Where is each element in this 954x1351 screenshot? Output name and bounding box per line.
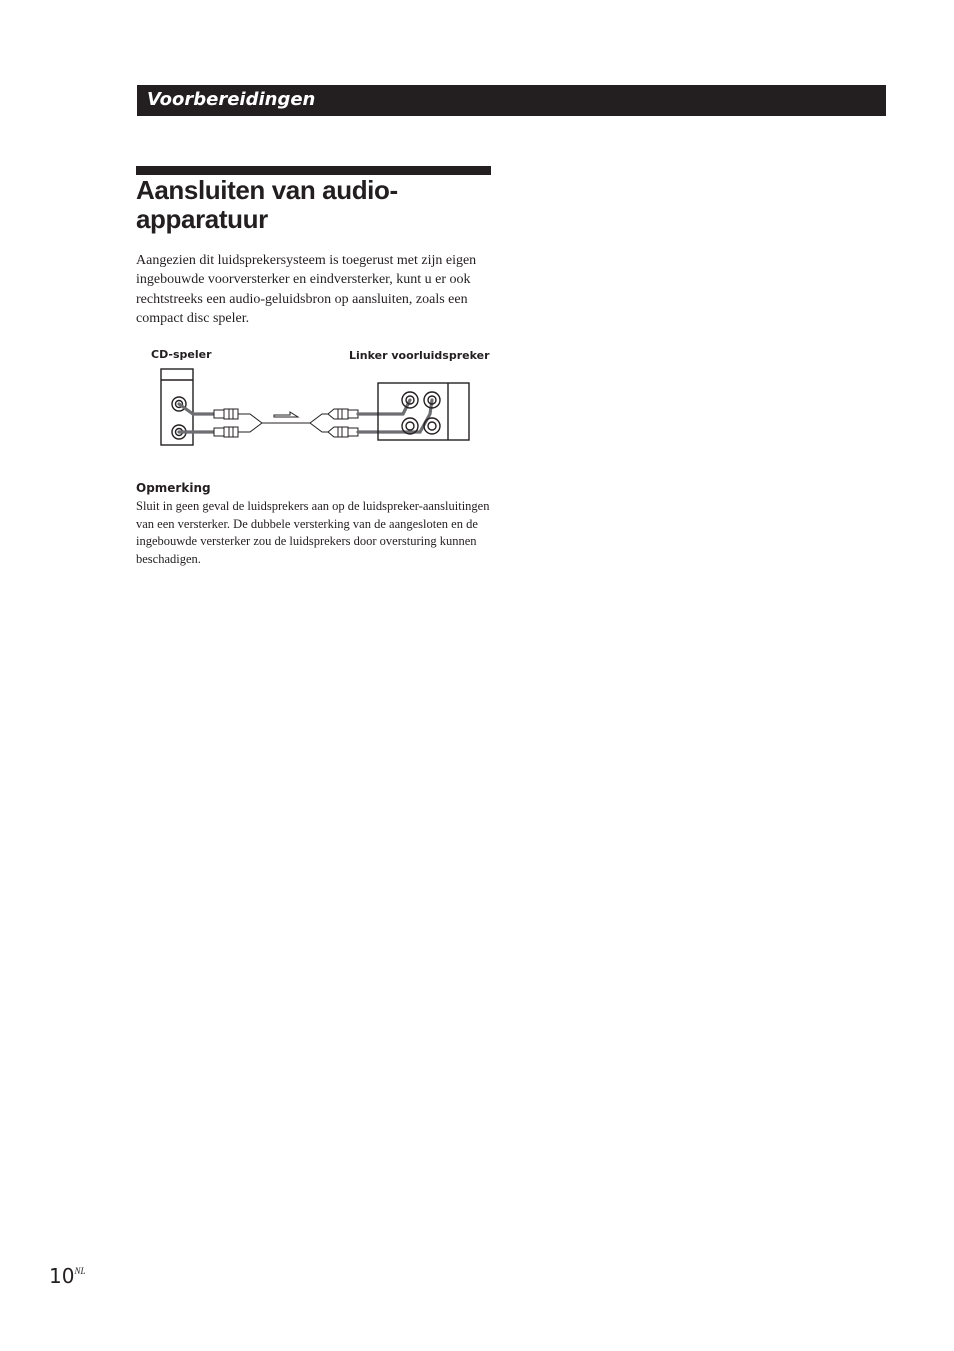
section-header	[137, 85, 886, 116]
note-text: Sluit in geen geval de luidsprekers aan op de luidspreker-aansluitingen van een versterker. De dubbele versterking van de aangesloten en de ingebouwde versterker zou de luidsprekers door oversturing kunnen beschadigen.	[136, 499, 490, 566]
note-heading: Opmerking	[136, 481, 211, 495]
intro-paragraph: Aangezien dit luidsprekersysteem is toegerust met zijn eigen ingebouwde voorversterker en eindversterker, kunt u er ook rechtstreeks een audio-geluidsbron op aansluiten, zoals een compact disc speler.	[136, 253, 477, 326]
cd-player-unit	[161, 369, 193, 445]
language-code: NL	[74, 1266, 86, 1276]
section-title: Voorbereidingen	[147, 89, 316, 110]
page-number-value: 10	[49, 1264, 75, 1288]
direction-arrow	[274, 412, 298, 417]
front-speaker-label: Linker voorluidspreker	[349, 349, 490, 362]
page-number	[49, 1264, 85, 1288]
cd-player-label: CD-speler	[151, 348, 212, 361]
right-plugs	[328, 409, 358, 437]
page-title: Aansluiten van audio- apparatuur	[136, 175, 398, 234]
title-rule	[136, 166, 491, 175]
left-plugs	[214, 409, 238, 437]
speaker-cables	[358, 400, 432, 432]
connection-diagram	[150, 362, 480, 452]
